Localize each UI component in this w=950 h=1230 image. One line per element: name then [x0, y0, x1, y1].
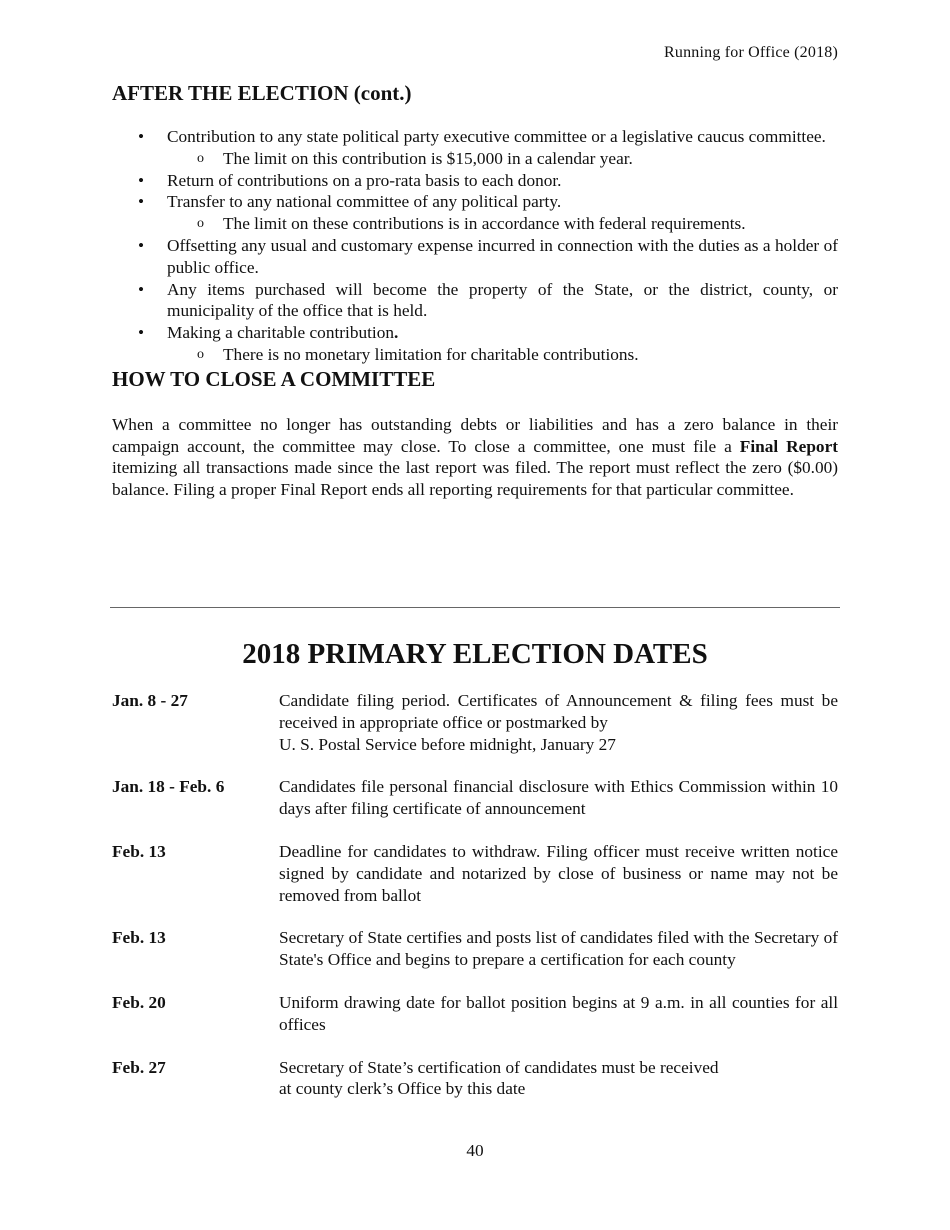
date-description: Candidates file personal financial disclosure with Ethics Commission within 10 days after filing certificate of announcement	[279, 777, 838, 819]
sub-list	[167, 213, 838, 235]
bullet-icon: •	[138, 170, 145, 190]
hollow-bullet-icon: o	[197, 346, 204, 362]
sub-list-item	[112, 344, 838, 366]
bullet-icon: •	[138, 235, 145, 255]
date-label: Jan. 18 - Feb. 6	[112, 777, 225, 797]
bullet-icon: •	[138, 279, 145, 299]
list-item-text: Making a charitable contribution	[167, 323, 394, 343]
list-item-text: Transfer to any national committee of any political party.	[167, 192, 562, 212]
date-description: Candidate filing period. Certificates of Announcement & filing fees must be received in appropriate office or postmarked by U. S. Postal Service before midnight, January 27	[279, 691, 838, 754]
list-item	[112, 322, 838, 366]
close-committee-paragraph	[112, 414, 838, 501]
bullet-icon: •	[138, 192, 145, 212]
date-label: Feb. 27	[112, 1057, 166, 1077]
date-label: Feb. 13	[112, 928, 166, 948]
bullet-icon: •	[138, 127, 145, 146]
date-row	[112, 776, 838, 820]
date-description: Secretary of State certifies and posts list of candidates filed with the Secretary of State's Office and begins to prepare a certification for each county	[279, 928, 838, 970]
list-item-text: Offsetting any usual and customary expense incurred in connection with the duties as a holder of public office.	[167, 235, 838, 277]
date-row	[112, 927, 838, 971]
running-header: Running for Office (2018)	[664, 44, 838, 61]
list-item	[112, 279, 838, 323]
sub-list	[167, 344, 838, 366]
hollow-bullet-icon: o	[197, 216, 204, 232]
sub-list-item	[112, 213, 838, 235]
sub-list-item-text: The limit on this contribution is $15,000 in a calendar year.	[223, 148, 633, 168]
sub-list-item-text: The limit on these contributions is in accordance with federal requirements.	[223, 214, 746, 234]
primary-dates-table	[112, 690, 838, 1121]
date-row	[112, 1057, 838, 1101]
hollow-bullet-icon: o	[197, 150, 204, 166]
main-content	[112, 80, 838, 501]
date-row	[112, 992, 838, 1036]
after-election-list	[112, 126, 838, 366]
section-divider	[110, 607, 840, 608]
list-item	[112, 126, 838, 170]
date-description: Deadline for candidates to withdraw. Filing officer must receive written notice signed by candidate and notarized by close of business or name may not be removed from ballot	[279, 841, 838, 905]
page-number: 40	[466, 1141, 484, 1160]
close-committee-heading: HOW TO CLOSE A COMMITTEE	[112, 366, 436, 391]
date-row	[112, 690, 838, 755]
date-label: Feb. 13	[112, 841, 166, 861]
primary-dates-title: 2018 PRIMARY ELECTION DATES	[242, 638, 708, 670]
date-description: Secretary of State’s certification of candidates must be received at county clerk’s Office by this date	[279, 1057, 719, 1099]
list-item-text: Contribution to any state political party executive committee or a legislative caucus committee.	[167, 127, 826, 146]
after-election-heading: AFTER THE ELECTION (cont.)	[112, 81, 412, 105]
date-description: Uniform drawing date for ballot position begins at 9 a.m. in all counties for all offices	[279, 992, 838, 1034]
list-item-text: Any items purchased will become the property of the State, or the district, county, or municipality of the office that is held.	[167, 279, 838, 321]
sub-list-item	[112, 148, 838, 170]
date-label: Jan. 8 - 27	[112, 691, 188, 710]
sub-list	[167, 148, 838, 170]
bullet-icon: •	[138, 323, 145, 343]
list-item	[112, 235, 838, 279]
list-item-bold-period: .	[394, 323, 399, 343]
date-row	[112, 841, 838, 906]
paragraph-text-start: When a committee no longer has outstanding debts or liabilities and has a zero balance in their campaign account, the committee may close. To close a committee, one must file a	[112, 414, 838, 456]
list-item-text: Return of contributions on a pro-rata basis to each donor.	[167, 170, 562, 190]
sub-list-item-text: There is no monetary limitation for charitable contributions.	[223, 344, 639, 364]
final-report-term: Final Report	[739, 436, 839, 456]
paragraph-text-end: itemizing all transactions made since the last report was filed. The report must reflect the zero ($0.00) balance. Filing a proper Final Report ends all reporting requirements for that particular committee.	[112, 458, 838, 500]
date-label: Feb. 20	[112, 992, 166, 1012]
list-item	[112, 191, 838, 235]
list-item	[112, 170, 838, 192]
